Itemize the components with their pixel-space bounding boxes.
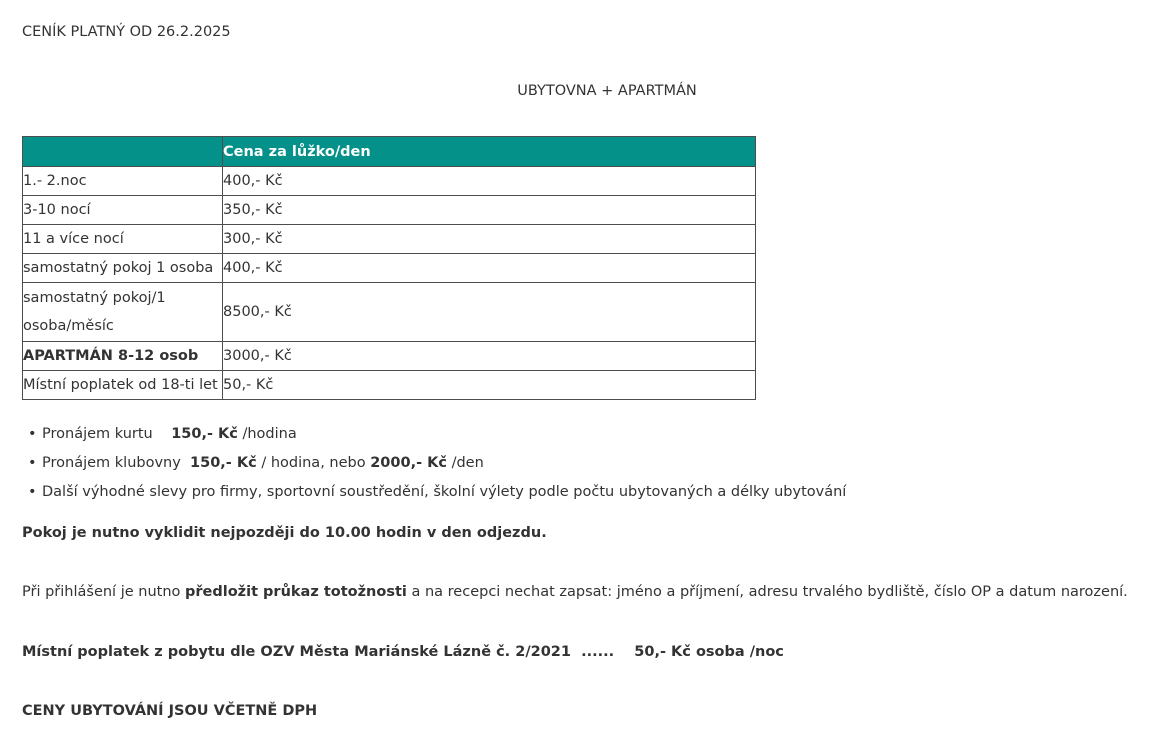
extra-price: 2000,- Kč: [370, 455, 447, 471]
row-price: 350,- Kč: [223, 196, 756, 225]
row-price: 400,- Kč: [223, 167, 756, 196]
row-label: 1.- 2.noc: [23, 167, 223, 196]
bullet-icon: •: [28, 484, 37, 500]
row-label: APARTMÁN 8-12 osob: [23, 342, 223, 371]
table-row: [23, 283, 756, 342]
row-label: samostatný pokoj 1 osoba: [23, 254, 223, 283]
table-header-row: [23, 137, 756, 167]
price-table: [22, 136, 756, 400]
extra-text: /den: [446, 455, 484, 471]
extra-text: Pronájem klubovny: [42, 455, 186, 471]
vat-note: CENY UBYTOVÁNÍ JSOU VČETNĚ DPH: [22, 703, 318, 719]
list-item: [22, 478, 846, 507]
row-label: 11 a více nocí: [23, 225, 223, 254]
bullet-icon: •: [28, 455, 37, 471]
id-note-suffix: a na recepci nechat zapsat: jméno a příjmení, adresu trvalého bydliště, číslo OP a datum narození.: [406, 584, 1128, 600]
row-price: 300,- Kč: [223, 225, 756, 254]
table-row: [23, 371, 756, 400]
row-price: 8500,- Kč: [223, 283, 756, 342]
row-price: 3000,- Kč: [223, 342, 756, 371]
checkout-note: Pokoj je nutno vyklidit nejpozději do 10.00 hodin v den odjezdu.: [22, 525, 547, 541]
id-note: [22, 584, 1128, 600]
extra-text: Pronájem kurtu: [42, 426, 158, 442]
section-title: UBYTOVNA + APARTMÁN: [517, 83, 697, 99]
local-fee-note: Místní poplatek z pobytu dle OZV Města Mariánské Lázně č. 2/2021 ...... 50,- Kč osoba /noc: [22, 644, 784, 660]
id-note-bold: předložit průkaz totožnosti: [184, 584, 407, 600]
row-label: 3-10 nocí: [23, 196, 223, 225]
list-item: [22, 449, 846, 478]
extra-price: 150,- Kč: [190, 455, 257, 471]
valid-from-heading: CENÍK PLATNÝ OD 26.2.2025: [22, 24, 231, 40]
bullet-icon: •: [28, 426, 37, 442]
table-header-price: Cena za lůžko/den: [223, 137, 756, 167]
table-row: [23, 342, 756, 371]
extras-list: [22, 420, 846, 507]
table-row: [23, 225, 756, 254]
extra-text: / hodina, nebo: [256, 455, 371, 471]
id-note-prefix: Při přihlášení je nutno: [22, 584, 185, 600]
table-header-label: [23, 137, 223, 167]
table-row: [23, 167, 756, 196]
row-label: samostatný pokoj/1 osoba/měsíc: [23, 283, 223, 342]
row-label: Místní poplatek od 18-ti let: [23, 371, 223, 400]
list-item: [22, 420, 846, 449]
table-row: [23, 254, 756, 283]
extra-text: Další výhodné slevy pro firmy, sportovní soustředění, školní výlety podle počtu ubytovaných a délky ubytování: [42, 484, 847, 500]
row-price: 400,- Kč: [223, 254, 756, 283]
extra-text: /hodina: [237, 426, 297, 442]
table-row: [23, 196, 756, 225]
row-price: 50,- Kč: [223, 371, 756, 400]
extra-price: 150,- Kč: [171, 426, 238, 442]
